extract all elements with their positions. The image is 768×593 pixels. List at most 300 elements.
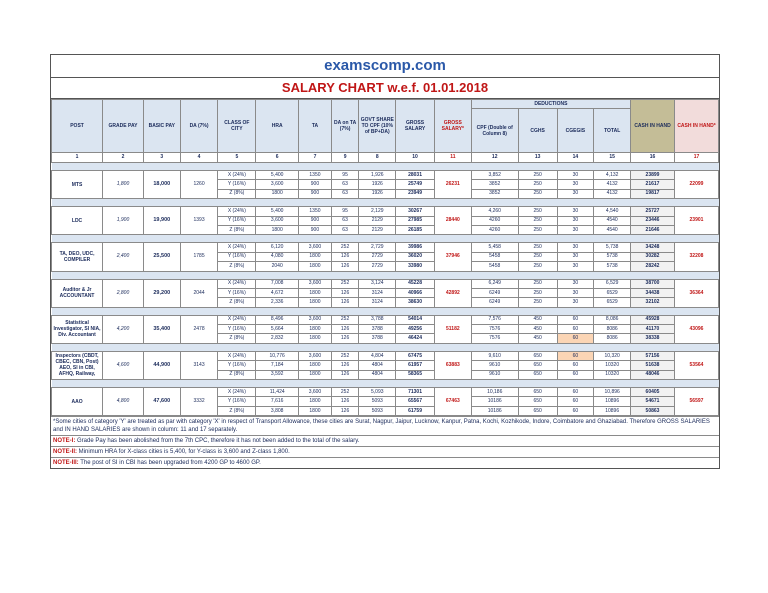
column-number: 13 [518, 153, 557, 163]
column-number: 3 [143, 153, 180, 163]
cash-in-hand-value: 34438 [631, 288, 675, 297]
da-on-ta-value: 63 [331, 225, 359, 234]
hra-value: 7,616 [256, 397, 299, 406]
class-of-city: X (24%) [218, 171, 256, 180]
hra-value: 7,008 [256, 279, 299, 288]
group-spacer [52, 271, 719, 279]
ta-value: 1800 [299, 406, 332, 415]
cpf-value: 9610 [471, 361, 518, 370]
cash-in-hand-value: 38700 [631, 279, 675, 288]
cgegis-value: 30 [557, 171, 594, 180]
govt-share-value: 3788 [359, 334, 396, 343]
gross-salary-star-value: 67463 [434, 388, 471, 416]
basic-pay: 29,200 [143, 279, 180, 307]
note-2-label: NOTE-II: [53, 449, 77, 456]
deduction-total-value: 10896 [594, 406, 631, 415]
cash-in-hand-star-value: 53564 [674, 351, 718, 379]
salary-table [51, 99, 719, 416]
table-row [52, 207, 719, 216]
column-number: 2 [103, 153, 144, 163]
hra-value: 10,776 [256, 351, 299, 360]
cpf-value: 7576 [471, 334, 518, 343]
ta-value: 1800 [299, 361, 332, 370]
cash-in-hand-value: 21646 [631, 225, 675, 234]
header-ta: TA [299, 100, 332, 153]
note-1 [51, 435, 719, 446]
govt-share-value: 5093 [359, 397, 396, 406]
cpf-value: 3852 [471, 180, 518, 189]
da-value: 2044 [180, 279, 218, 307]
ta-value: 900 [299, 216, 332, 225]
header-gross-salary-star: GROSS SALARY* [434, 100, 471, 153]
post-name: Inspectors (CBDT, CBEC, CBN, Post) AEO, SI in CBI, AFHQ, Railway, [52, 351, 103, 379]
group-spacer [52, 343, 719, 351]
gross-salary-value: 38630 [396, 298, 435, 307]
post-name: Auditor & Jr ACCOUNTANT [52, 279, 103, 307]
gross-salary-value: 25749 [396, 180, 435, 189]
spacer-cell [52, 307, 719, 315]
gross-salary-value: 67475 [396, 351, 435, 360]
cghs-value: 650 [518, 406, 557, 415]
header-cghs: CGHS [518, 109, 557, 153]
header-post: POST [52, 100, 103, 153]
group-spacer [52, 163, 719, 171]
cash-in-hand-value: 50863 [631, 406, 675, 415]
gross-salary-value: 71301 [396, 388, 435, 397]
cash-in-hand-value: 54671 [631, 397, 675, 406]
group-spacer [52, 380, 719, 388]
class-of-city: Y (16%) [218, 325, 256, 334]
govt-share-value: 3124 [359, 288, 396, 297]
basic-pay: 25,500 [143, 243, 180, 271]
cghs-value: 250 [518, 216, 557, 225]
hra-value: 7,184 [256, 361, 299, 370]
da-on-ta-value: 126 [331, 334, 359, 343]
grade-pay: 1,900 [103, 207, 144, 235]
da-value: 3143 [180, 351, 218, 379]
class-of-city: Y (16%) [218, 216, 256, 225]
column-number-row [52, 153, 719, 163]
gross-salary-value: 30267 [396, 207, 435, 216]
deduction-total-value: 4540 [594, 216, 631, 225]
cghs-value: 650 [518, 351, 557, 360]
cgegis-value: 30 [557, 288, 594, 297]
da-on-ta-value: 63 [331, 216, 359, 225]
da-on-ta-value: 126 [331, 361, 359, 370]
cgegis-value: 30 [557, 243, 594, 252]
da-on-ta-value: 95 [331, 171, 359, 180]
gross-salary-star-value: 63883 [434, 351, 471, 379]
hra-value: 3,600 [256, 216, 299, 225]
hra-value: 5,400 [256, 207, 299, 216]
deduction-total-value: 5,738 [594, 243, 631, 252]
ta-value: 900 [299, 225, 332, 234]
class-of-city: Y (16%) [218, 288, 256, 297]
cgegis-value: 30 [557, 279, 594, 288]
class-of-city: Z (8%) [218, 298, 256, 307]
note-1-label: NOTE-I: [53, 438, 76, 445]
table-row [52, 243, 719, 252]
header-basic-pay: BASIC PAY [143, 100, 180, 153]
cghs-value: 250 [518, 225, 557, 234]
note-2 [51, 446, 719, 457]
cash-in-hand-value: 45928 [631, 315, 675, 324]
basic-pay: 19,900 [143, 207, 180, 235]
da-value: 3332 [180, 388, 218, 416]
gross-salary-value: 28031 [396, 171, 435, 180]
gross-salary-value: 61957 [396, 361, 435, 370]
header-cash-in-hand: CASH IN HAND [631, 100, 675, 153]
cash-in-hand-star-value: 43096 [674, 315, 718, 343]
gross-salary-star-value: 28440 [434, 207, 471, 235]
grade-pay: 4,800 [103, 388, 144, 416]
govt-share-value: 1926 [359, 180, 396, 189]
cghs-value: 250 [518, 207, 557, 216]
group-spacer [52, 235, 719, 243]
class-of-city: Y (16%) [218, 180, 256, 189]
gross-salary-value: 54014 [396, 315, 435, 324]
deduction-total-value: 6529 [594, 298, 631, 307]
column-number: 10 [396, 153, 435, 163]
cgegis-value: 60 [557, 325, 594, 334]
hra-value: 1800 [256, 225, 299, 234]
post-name: MTS [52, 171, 103, 199]
deduction-total-value: 8,086 [594, 315, 631, 324]
gross-salary-value: 61759 [396, 406, 435, 415]
cgegis-value: 30 [557, 262, 594, 271]
cgegis-value: 30 [557, 207, 594, 216]
cash-in-hand-value: 28242 [631, 262, 675, 271]
header-grade-pay: GRADE PAY [103, 100, 144, 153]
gross-salary-star-value: 51182 [434, 315, 471, 343]
cgegis-value: 60 [557, 361, 594, 370]
grade-pay: 1,800 [103, 171, 144, 199]
basic-pay: 44,900 [143, 351, 180, 379]
salary-sheet [50, 54, 720, 469]
class-of-city: X (24%) [218, 243, 256, 252]
cghs-value: 250 [518, 171, 557, 180]
ta-value: 900 [299, 189, 332, 198]
grade-pay: 4,600 [103, 351, 144, 379]
cash-in-hand-star-value: 22099 [674, 171, 718, 199]
da-on-ta-value: 252 [331, 243, 359, 252]
cash-in-hand-value: 34248 [631, 243, 675, 252]
ta-value: 1800 [299, 334, 332, 343]
post-name: TA, DEO, UDC, COMPILER [52, 243, 103, 271]
govt-share-value: 3,124 [359, 279, 396, 288]
deduction-total-value: 10,320 [594, 351, 631, 360]
ta-value: 1350 [299, 171, 332, 180]
header-gross-salary: GROSS SALARY [396, 100, 435, 153]
chart-title: SALARY CHART w.e.f. 01.01.2018 [51, 78, 719, 99]
cghs-value: 650 [518, 388, 557, 397]
header-deductions: DEDUCTIONS [471, 100, 630, 109]
deduction-total-value: 8086 [594, 334, 631, 343]
class-of-city: Y (16%) [218, 397, 256, 406]
ta-value: 3,600 [299, 243, 332, 252]
da-on-ta-value: 252 [331, 388, 359, 397]
cgegis-value: 60 [557, 406, 594, 415]
deduction-total-value: 5738 [594, 252, 631, 261]
govt-share-value: 3124 [359, 298, 396, 307]
cghs-value: 250 [518, 262, 557, 271]
gross-salary-star-value: 26231 [434, 171, 471, 199]
column-number: 5 [218, 153, 256, 163]
gross-salary-value: 36020 [396, 252, 435, 261]
cghs-value: 250 [518, 279, 557, 288]
ta-value: 3,600 [299, 388, 332, 397]
hra-value: 6,120 [256, 243, 299, 252]
post-name: AAO [52, 388, 103, 416]
ta-value: 1800 [299, 262, 332, 271]
da-on-ta-value: 63 [331, 180, 359, 189]
column-number: 15 [594, 153, 631, 163]
govt-share-value: 3788 [359, 325, 396, 334]
group-spacer [52, 307, 719, 315]
cpf-value: 6249 [471, 288, 518, 297]
spacer-cell [52, 380, 719, 388]
spacer-cell [52, 343, 719, 351]
cpf-value: 10186 [471, 406, 518, 415]
column-number: 4 [180, 153, 218, 163]
cgegis-value: 60 [557, 315, 594, 324]
header-class-of-city: CLASS OF CITY [218, 100, 256, 153]
cash-in-hand-star-value: 56597 [674, 388, 718, 416]
hra-value: 3,808 [256, 406, 299, 415]
cgegis-value: 30 [557, 225, 594, 234]
da-value: 1785 [180, 243, 218, 271]
cghs-value: 250 [518, 189, 557, 198]
cgegis-value: 30 [557, 216, 594, 225]
cpf-value: 5458 [471, 262, 518, 271]
cash-in-hand-value: 30282 [631, 252, 675, 261]
spacer-cell [52, 235, 719, 243]
hra-value: 5,400 [256, 171, 299, 180]
header-cash-in-hand-star: CASH IN HAND* [674, 100, 718, 153]
hra-value: 2,832 [256, 334, 299, 343]
hra-value: 1800 [256, 189, 299, 198]
cash-in-hand-value: 51638 [631, 361, 675, 370]
govt-share-value: 5093 [359, 406, 396, 415]
cash-in-hand-star-value: 23901 [674, 207, 718, 235]
da-value: 1260 [180, 171, 218, 199]
grade-pay: 2,400 [103, 243, 144, 271]
column-number: 16 [631, 153, 675, 163]
note-3 [51, 457, 719, 468]
da-on-ta-value: 63 [331, 189, 359, 198]
da-on-ta-value: 126 [331, 397, 359, 406]
class-of-city: X (24%) [218, 279, 256, 288]
table-row [52, 351, 719, 360]
basic-pay: 18,000 [143, 171, 180, 199]
gross-salary-value: 27985 [396, 216, 435, 225]
cgegis-value: 60 [557, 351, 594, 360]
ta-value: 900 [299, 180, 332, 189]
column-number: 9 [331, 153, 359, 163]
cash-in-hand-value: 21617 [631, 180, 675, 189]
gross-salary-value: 23949 [396, 189, 435, 198]
gross-salary-value: 26185 [396, 225, 435, 234]
cghs-value: 650 [518, 361, 557, 370]
ta-value: 1800 [299, 298, 332, 307]
hra-value: 5,664 [256, 325, 299, 334]
cash-in-hand-value: 19817 [631, 189, 675, 198]
da-on-ta-value: 95 [331, 207, 359, 216]
ta-value: 3,600 [299, 351, 332, 360]
gross-salary-value: 45228 [396, 279, 435, 288]
govt-share-value: 4,804 [359, 351, 396, 360]
note-3-label: NOTE-III: [53, 460, 79, 467]
cash-in-hand-value: 57156 [631, 351, 675, 360]
da-on-ta-value: 126 [331, 370, 359, 379]
header-govt-share: GOVT SHARE TO CPF (10% of BP+DA) [359, 100, 396, 153]
gross-salary-value: 33980 [396, 262, 435, 271]
deduction-total-value: 6,529 [594, 279, 631, 288]
cpf-value: 4260 [471, 225, 518, 234]
ta-value: 3,600 [299, 315, 332, 324]
cpf-value: 9610 [471, 370, 518, 379]
ta-value: 1800 [299, 288, 332, 297]
govt-share-value: 2129 [359, 225, 396, 234]
gross-salary-value: 46424 [396, 334, 435, 343]
post-name: Statistical Investigator, SI NIA, Div. Accountant [52, 315, 103, 343]
cpf-value: 10186 [471, 397, 518, 406]
cash-in-hand-value: 25727 [631, 207, 675, 216]
cgegis-value: 30 [557, 180, 594, 189]
da-on-ta-value: 126 [331, 262, 359, 271]
da-on-ta-value: 252 [331, 315, 359, 324]
class-of-city: X (24%) [218, 351, 256, 360]
deduction-total-value: 8086 [594, 325, 631, 334]
cash-in-hand-value: 38338 [631, 334, 675, 343]
gross-salary-value: 39986 [396, 243, 435, 252]
class-of-city: Z (8%) [218, 225, 256, 234]
govt-share-value: 1,926 [359, 171, 396, 180]
ta-value: 1800 [299, 325, 332, 334]
govt-share-value: 5,093 [359, 388, 396, 397]
deduction-total-value: 10896 [594, 397, 631, 406]
ta-value: 1800 [299, 397, 332, 406]
cgegis-value: 60 [557, 370, 594, 379]
basic-pay: 47,600 [143, 388, 180, 416]
table-row [52, 171, 719, 180]
cash-in-hand-star-value: 32208 [674, 243, 718, 271]
cpf-value: 4,260 [471, 207, 518, 216]
govt-share-value: 1926 [359, 189, 396, 198]
hra-value: 4,080 [256, 252, 299, 261]
header-hra: HRA [256, 100, 299, 153]
cgegis-value: 60 [557, 334, 594, 343]
table-row [52, 388, 719, 397]
class-of-city: Z (8%) [218, 370, 256, 379]
gross-salary-value: 40966 [396, 288, 435, 297]
column-number: 17 [674, 153, 718, 163]
grade-pay: 2,800 [103, 279, 144, 307]
hra-value: 2,336 [256, 298, 299, 307]
spacer-cell [52, 163, 719, 171]
cghs-value: 450 [518, 334, 557, 343]
gross-salary-star-value: 37946 [434, 243, 471, 271]
da-on-ta-value: 252 [331, 351, 359, 360]
header-total: TOTAL [594, 109, 631, 153]
ta-value: 1800 [299, 252, 332, 261]
cpf-value: 6249 [471, 298, 518, 307]
column-number: 6 [256, 153, 299, 163]
govt-share-value: 3,788 [359, 315, 396, 324]
govt-share-value: 2129 [359, 216, 396, 225]
gross-salary-value: 49256 [396, 325, 435, 334]
note-star: *Some cities of category 'Y' are treated as par with category 'X' in respect of Transport Allowance, these cities are Surat, Nagpur, Jaipur, Lucknow, Kanpur, Patna, Kochi, Kozhikode, Indore, Coimbatore and Ghaziabad. Therefore GROSS SALARIES and IN HAND SALARIES are shown in column: 11 and 17 separately. [51, 416, 719, 435]
cpf-value: 5458 [471, 252, 518, 261]
gross-salary-value: 58365 [396, 370, 435, 379]
cghs-value: 250 [518, 298, 557, 307]
header-cpf: CPF (Double of Column 8) [471, 109, 518, 153]
cgegis-value: 60 [557, 397, 594, 406]
column-number: 7 [299, 153, 332, 163]
ta-value: 1800 [299, 370, 332, 379]
table-row [52, 279, 719, 288]
deductions-header-row [52, 100, 719, 109]
da-on-ta-value: 126 [331, 298, 359, 307]
class-of-city: Z (8%) [218, 406, 256, 415]
cpf-value: 3852 [471, 189, 518, 198]
column-number: 12 [471, 153, 518, 163]
cash-in-hand-star-value: 36364 [674, 279, 718, 307]
note-3-text: The post of SI in CBI has been upgraded from 4200 GP to 4600 GP. [78, 460, 261, 467]
cash-in-hand-value: 48046 [631, 370, 675, 379]
hra-value: 4,672 [256, 288, 299, 297]
cpf-value: 6,249 [471, 279, 518, 288]
class-of-city: Y (16%) [218, 252, 256, 261]
class-of-city: Z (8%) [218, 334, 256, 343]
cash-in-hand-value: 41170 [631, 325, 675, 334]
hra-value: 11,424 [256, 388, 299, 397]
note-2-text: Minimum HRA for X-class cities is 5,400, for Y-class is 3,600 and Z-class 1,800. [77, 449, 290, 456]
cash-in-hand-value: 60405 [631, 388, 675, 397]
deduction-total-value: 6529 [594, 288, 631, 297]
cgegis-value: 30 [557, 189, 594, 198]
cghs-value: 250 [518, 288, 557, 297]
class-of-city: Y (16%) [218, 361, 256, 370]
govt-share-value: 2729 [359, 252, 396, 261]
cpf-value: 4260 [471, 216, 518, 225]
header-da: DA (7%) [180, 100, 218, 153]
spacer-cell [52, 271, 719, 279]
table-row [52, 315, 719, 324]
class-of-city: Z (8%) [218, 262, 256, 271]
deduction-total-value: 5738 [594, 262, 631, 271]
ta-value: 1350 [299, 207, 332, 216]
cghs-value: 650 [518, 397, 557, 406]
cash-in-hand-value: 23446 [631, 216, 675, 225]
da-on-ta-value: 126 [331, 288, 359, 297]
govt-share-value: 2,129 [359, 207, 396, 216]
gross-salary-value: 65567 [396, 397, 435, 406]
da-on-ta-value: 126 [331, 325, 359, 334]
cpf-value: 7,576 [471, 315, 518, 324]
da-on-ta-value: 126 [331, 406, 359, 415]
deduction-total-value: 10320 [594, 370, 631, 379]
ta-value: 3,600 [299, 279, 332, 288]
class-of-city: X (24%) [218, 315, 256, 324]
column-number: 11 [434, 153, 471, 163]
note-1-text: Grade Pay has been abolished from the 7th CPC, therefore it has not been added to the total of the salary. [75, 438, 360, 445]
hra-value: 3,600 [256, 180, 299, 189]
deduction-total-value: 4,132 [594, 171, 631, 180]
cpf-value: 3,852 [471, 171, 518, 180]
deduction-total-value: 4132 [594, 189, 631, 198]
govt-share-value: 4804 [359, 370, 396, 379]
